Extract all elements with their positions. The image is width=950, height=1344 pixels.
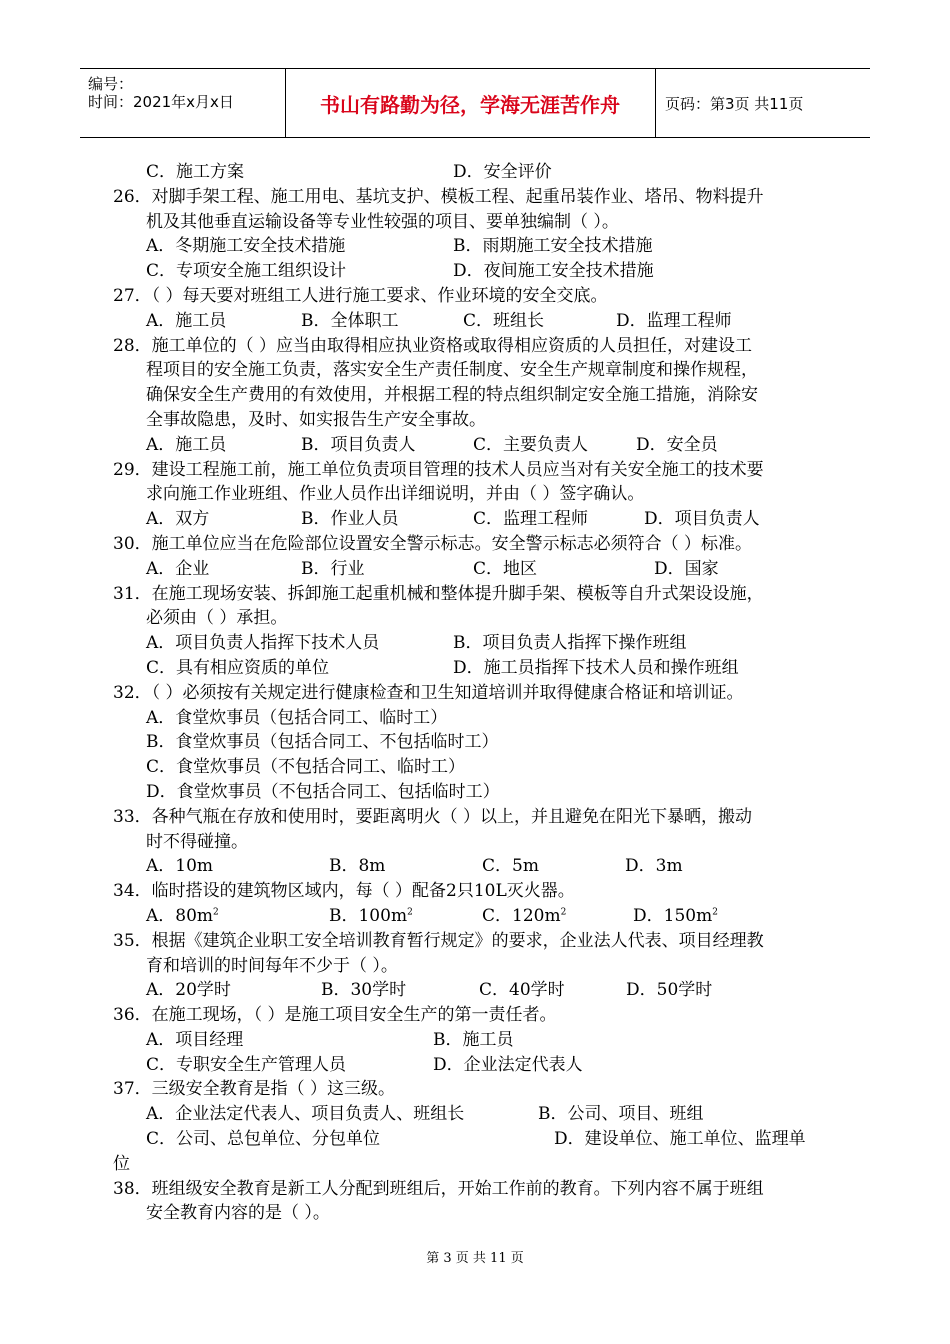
text-segment — [453, 259, 654, 284]
text-segment — [482, 904, 566, 929]
text-segment — [301, 507, 399, 532]
document-time-label: 时间：2021年x月x日 — [88, 93, 234, 111]
text-line — [113, 1028, 843, 1053]
text-line — [113, 954, 843, 979]
text-segment — [473, 557, 537, 582]
text-line — [113, 160, 843, 185]
text-segment — [453, 656, 739, 681]
segment-text: 求向施工作业班组、作业人员作出详细说明，并由（ ）签字确认。 — [146, 484, 645, 505]
text-segment — [433, 1053, 583, 1078]
segment-text: 38．班组级安全教育是新工人分配到班组后，开始工作前的教育。下列内容不属于班组 — [113, 1178, 764, 1199]
segment-text: C．40学时 — [479, 980, 565, 1001]
text-line — [113, 408, 843, 433]
unit-superscript: 2 — [712, 907, 718, 918]
segment-text: B．100m — [329, 905, 408, 926]
text-segment — [146, 1201, 330, 1226]
text-line — [113, 1152, 843, 1177]
text-line — [113, 433, 843, 458]
text-segment — [146, 557, 209, 582]
segment-text: 28．施工单位的（ ）应当由取得相应执业资格或取得相应资质的人员担任，对建设工 — [113, 335, 753, 356]
text-segment — [453, 234, 653, 259]
text-segment — [113, 1152, 130, 1177]
segment-text: B．行业 — [301, 558, 365, 579]
text-segment — [433, 1028, 514, 1053]
segment-text: C．专职安全生产管理人员 — [146, 1054, 347, 1075]
text-segment — [554, 1127, 806, 1152]
text-segment — [113, 532, 752, 557]
segment-text: B．食堂炊事员（包括合同工、不包括临时工） — [146, 732, 499, 753]
text-segment — [146, 507, 209, 532]
segment-text: A．双方 — [146, 509, 210, 530]
segment-text: 必须由（ ）承担。 — [146, 608, 288, 629]
segment-text: 27．（ ）每天要对班组工人进行施工要求、作业环境的安全交底。 — [113, 285, 608, 306]
segment-text: D．项目负责人 — [644, 509, 760, 530]
segment-text: B．全体职工 — [301, 310, 399, 331]
text-line — [113, 854, 843, 879]
text-line — [113, 1127, 843, 1152]
header-motto-cell — [285, 69, 656, 137]
text-line — [113, 780, 843, 805]
text-segment — [538, 1102, 704, 1127]
text-line — [113, 458, 843, 483]
text-segment — [113, 582, 764, 607]
segment-text: B．项目负责人指挥下操作班组 — [453, 633, 687, 654]
text-segment — [113, 458, 764, 483]
text-segment — [473, 507, 588, 532]
segment-text: D．建设单位、施工单位、监理单 — [554, 1129, 806, 1150]
text-segment — [146, 904, 219, 929]
text-segment — [146, 706, 447, 731]
segment-text: C．公司、总包单位、分包单位 — [146, 1129, 381, 1150]
segment-text: 29．建设工程施工前，施工单位负责项目管理的技术人员应当对有关安全施工的技术要 — [113, 459, 764, 480]
text-line — [113, 507, 843, 532]
segment-text: B．施工员 — [433, 1029, 514, 1050]
segment-text: 全事故隐患，及时、如实报告生产安全事故。 — [146, 409, 486, 430]
header-page-cell — [655, 69, 870, 137]
segment-text: A．企业 — [146, 558, 210, 579]
text-line — [113, 532, 843, 557]
segment-text: 育和培训的时间每年不少于（ ）。 — [146, 955, 398, 976]
text-segment — [146, 259, 346, 284]
text-line — [113, 1177, 843, 1202]
segment-text: 安全教育内容的是（ ）。 — [146, 1203, 330, 1224]
text-line — [113, 631, 843, 656]
text-segment — [146, 755, 465, 780]
text-segment — [146, 730, 499, 755]
segment-text: D．企业法定代表人 — [433, 1054, 583, 1075]
text-segment — [146, 780, 500, 805]
unit-superscript: 2 — [407, 907, 413, 918]
segment-text: A．20学时 — [146, 980, 231, 1001]
segment-text: 32．（ ）必须按有关规定进行健康检查和卫生知道培训并取得健康合格证和培训证。 — [113, 682, 744, 703]
text-segment — [146, 1028, 243, 1053]
text-segment — [113, 185, 764, 210]
text-segment — [644, 507, 760, 532]
segment-text: A．企业法定代表人、项目负责人、班组长 — [146, 1104, 465, 1125]
segment-text: C．班组长 — [463, 310, 545, 331]
text-segment — [146, 433, 226, 458]
segment-text: D．监理工程师 — [616, 310, 732, 331]
segment-text: A．施工员 — [146, 310, 227, 331]
text-line — [113, 904, 843, 929]
text-line — [113, 606, 843, 631]
text-line — [113, 259, 843, 284]
text-segment — [633, 904, 718, 929]
text-line — [113, 1201, 843, 1226]
text-segment — [636, 433, 718, 458]
segment-text: 机及其他垂直运输设备等专业性较强的项目、要单独编制（ ）。 — [146, 211, 619, 232]
text-segment — [329, 854, 385, 879]
segment-text: 33．各种气瓶在存放和使用时，要距离明火（ ）以上，并且避免在阳光下暴晒，搬动 — [113, 806, 753, 827]
text-segment — [479, 978, 565, 1003]
text-segment — [301, 433, 416, 458]
segment-text: B．8m — [329, 856, 386, 877]
segment-text: C．专项安全施工组织设计 — [146, 261, 347, 282]
segment-text: D．国家 — [654, 558, 719, 579]
segment-text: 时不得碰撞。 — [146, 831, 248, 852]
segment-text: A．施工员 — [146, 434, 227, 455]
segment-text: A．冬期施工安全技术措施 — [146, 236, 346, 257]
unit-superscript: 2 — [560, 907, 567, 918]
text-segment — [654, 557, 719, 582]
segment-text: C．监理工程师 — [473, 509, 589, 530]
segment-text: 36．在施工现场，（ ）是施工项目安全生产的第一责任者。 — [113, 1005, 557, 1026]
text-line — [113, 978, 843, 1003]
text-line — [113, 929, 843, 954]
unit-superscript: 2 — [213, 907, 219, 918]
segment-text: 确保安全生产费用的有效使用，并根据工程的特点组织制定安全施工措施，消除安 — [146, 385, 758, 406]
page-footer: 第 3 页 共 11 页 — [426, 1251, 524, 1266]
text-segment — [146, 234, 345, 259]
text-line — [113, 1053, 843, 1078]
text-line — [113, 730, 843, 755]
text-segment — [146, 854, 213, 879]
text-line — [113, 805, 843, 830]
text-segment — [146, 210, 619, 235]
text-segment — [146, 482, 644, 507]
text-segment — [453, 631, 687, 656]
text-segment — [146, 358, 758, 383]
segment-text: D．50学时 — [626, 980, 713, 1001]
header-page-label: 页码：第3页 共11页 — [665, 95, 804, 113]
text-segment — [146, 954, 398, 979]
segment-text: A．80m — [146, 905, 214, 926]
text-segment — [453, 160, 552, 185]
segment-text: D．150m — [633, 905, 713, 926]
text-line — [113, 284, 843, 309]
text-segment — [146, 1053, 346, 1078]
segment-text: C．主要负责人 — [473, 434, 589, 455]
text-line — [113, 582, 843, 607]
document-number-label: 编号： — [88, 75, 134, 93]
question-list — [113, 160, 843, 1226]
segment-text: 34．临时搭设的建筑物区域内，每（ ）配备2只10L灭火器。 — [113, 881, 575, 902]
page-header — [80, 68, 870, 138]
segment-text: D．施工员指挥下技术人员和操作班组 — [453, 657, 739, 678]
text-line — [113, 334, 843, 359]
text-line — [113, 358, 843, 383]
text-line — [113, 557, 843, 582]
text-line — [113, 830, 843, 855]
text-line — [113, 309, 843, 334]
text-segment — [329, 904, 413, 929]
text-segment — [146, 1127, 380, 1152]
text-segment — [146, 631, 379, 656]
text-segment — [113, 1177, 764, 1202]
text-segment — [321, 978, 406, 1003]
text-segment — [301, 557, 365, 582]
text-segment — [113, 1077, 395, 1102]
text-line — [113, 234, 843, 259]
text-segment — [146, 1102, 464, 1127]
text-line — [113, 755, 843, 780]
segment-text: B．作业人员 — [301, 509, 399, 530]
text-segment — [146, 160, 244, 185]
segment-text: C．120m — [482, 905, 561, 926]
text-segment — [113, 1003, 557, 1028]
text-segment — [146, 606, 287, 631]
text-line — [113, 383, 843, 408]
segment-text: B．项目负责人 — [301, 434, 416, 455]
text-line — [113, 185, 843, 210]
segment-text: D．3m — [625, 856, 683, 877]
segment-text: 37．三级安全教育是指（ ）这三级。 — [113, 1079, 396, 1100]
segment-text: C．施工方案 — [146, 162, 245, 182]
text-segment — [482, 854, 539, 879]
segment-text: 程项目的安全施工负责，落实安全生产责任制度、安全生产规章制度和操作规程， — [146, 360, 758, 381]
segment-text: D．夜间施工安全技术措施 — [453, 261, 654, 282]
segment-text: A．项目负责人指挥下技术人员 — [146, 633, 380, 654]
segment-text: B．雨期施工安全技术措施 — [453, 236, 653, 257]
text-line — [113, 706, 843, 731]
text-segment — [616, 309, 732, 334]
segment-text: C．食堂炊事员（不包括合同工、临时工） — [146, 757, 466, 778]
segment-text: 35．根据《建筑企业职工安全培训教育暂行规定》的要求，企业法人代表、项目经理教 — [113, 930, 764, 951]
text-line — [113, 1003, 843, 1028]
segment-text: C．5m — [482, 856, 539, 877]
header-meta-cell — [80, 69, 286, 137]
text-segment — [146, 830, 248, 855]
segment-text: 31．在施工现场安装、拆卸施工起重机械和整体提升脚手架、模板等自升式架设设施， — [113, 583, 764, 604]
segment-text: D．安全员 — [636, 434, 718, 455]
segment-text: A．项目经理 — [146, 1029, 244, 1050]
text-segment — [113, 805, 752, 830]
text-segment — [626, 978, 712, 1003]
text-segment — [113, 334, 752, 359]
text-segment — [146, 383, 758, 408]
text-segment — [473, 433, 588, 458]
segment-text: B．30学时 — [321, 980, 407, 1001]
text-line — [113, 482, 843, 507]
text-segment — [463, 309, 544, 334]
segment-text: A．食堂炊事员（包括合同工、临时工） — [146, 707, 448, 728]
segment-text: A．10m — [146, 856, 214, 877]
segment-text: D．安全评价 — [453, 162, 552, 182]
text-line — [113, 1077, 843, 1102]
text-segment — [625, 854, 683, 879]
segment-text: B．公司、项目、班组 — [538, 1104, 704, 1125]
segment-text: 位 — [113, 1153, 130, 1174]
segment-text: C．具有相应资质的单位 — [146, 657, 330, 678]
segment-text: 30．施工单位应当在危险部位设置安全警示标志。安全警示标志必须符合（ ）标准。 — [113, 533, 753, 554]
header-motto: 书山有路勤为径，学海无涯苦作舟 — [320, 93, 620, 117]
text-segment — [146, 408, 486, 433]
segment-text: C．地区 — [473, 558, 538, 579]
text-line — [113, 681, 843, 706]
text-line — [113, 1102, 843, 1127]
text-line — [113, 210, 843, 235]
text-segment — [146, 978, 231, 1003]
segment-text: D．食堂炊事员（不包括合同工、包括临时工） — [146, 781, 500, 802]
text-segment — [113, 879, 575, 904]
segment-text: 26．对脚手架工程、施工用电、基坑支护、模板工程、起重吊装作业、塔吊、物料提升 — [113, 186, 764, 207]
text-segment — [146, 656, 329, 681]
text-segment — [301, 309, 399, 334]
text-line — [113, 656, 843, 681]
text-segment — [113, 929, 764, 954]
text-line — [113, 879, 843, 904]
text-segment — [113, 681, 744, 706]
text-segment — [113, 284, 608, 309]
text-segment — [146, 309, 226, 334]
